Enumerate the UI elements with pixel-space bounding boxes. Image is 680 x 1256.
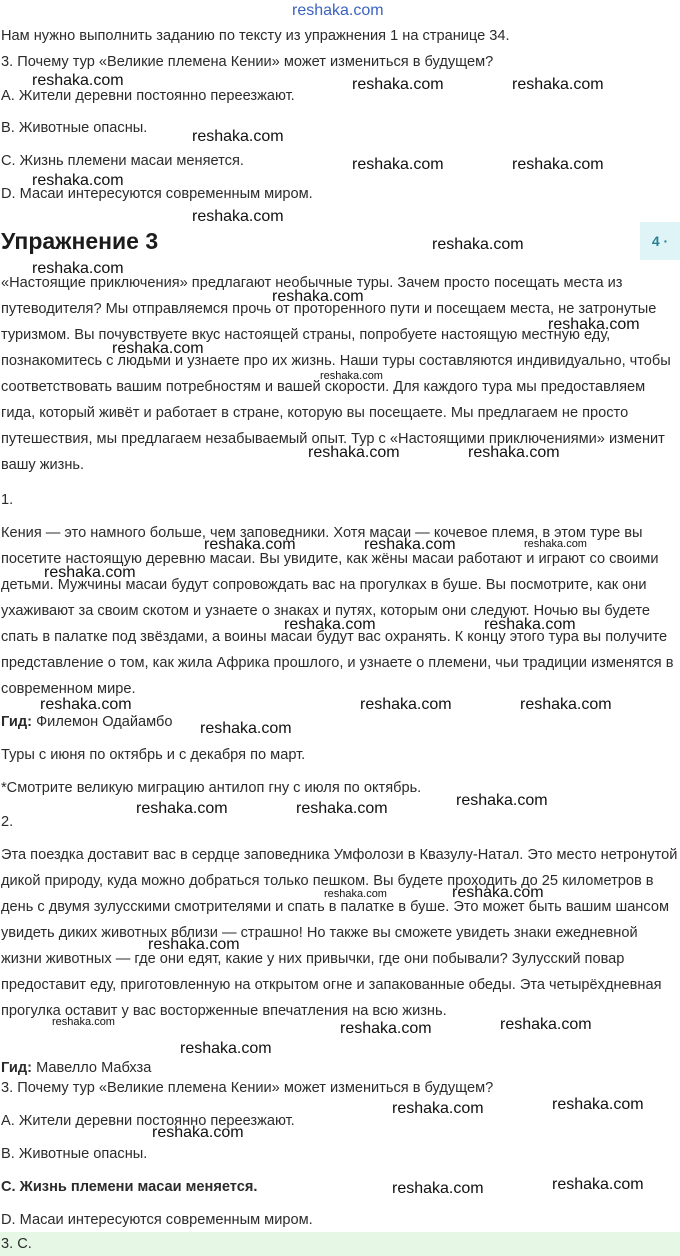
watermark: reshaka.com	[524, 538, 587, 550]
watermark: reshaka.com	[148, 936, 240, 953]
watermark: reshaka.com	[40, 696, 132, 713]
question-text: 3. Почему тур «Великие племена Кении» может измениться в будущем?	[1, 54, 494, 70]
tour-1-note: *Смотрите великую миграцию антилоп гну с июля по октябрь.	[1, 780, 422, 796]
watermark: reshaka.com	[340, 1020, 432, 1037]
watermark: reshaka.com	[32, 172, 124, 189]
page-tab[interactable]: 4 ·	[640, 222, 680, 260]
option-a-bottom: A. Жители деревни постоянно переезжают.	[1, 1113, 295, 1129]
guide-label: Гид:	[1, 714, 33, 730]
watermark: reshaka.com	[32, 260, 124, 277]
watermark: reshaka.com	[512, 156, 604, 173]
watermark: reshaka.com	[52, 1016, 115, 1028]
tour-2-guide	[1, 1058, 151, 1078]
option-a: A. Жители деревни постоянно переезжают.	[1, 88, 295, 104]
watermark: reshaka.com	[552, 1096, 644, 1113]
option-b-bottom: B. Животные опасны.	[1, 1146, 148, 1162]
watermark: reshaka.com	[364, 536, 456, 553]
watermark: reshaka.com	[352, 76, 444, 93]
watermark: reshaka.com	[152, 1124, 244, 1141]
watermark: reshaka.com	[548, 316, 640, 333]
tour-1-number: 1.	[1, 492, 14, 508]
watermark: reshaka.com	[32, 72, 124, 89]
watermark: reshaka.com	[500, 1016, 592, 1033]
watermark: reshaka.com	[204, 536, 296, 553]
watermark: reshaka.com	[200, 720, 292, 737]
watermark: reshaka.com	[432, 236, 524, 253]
watermark: reshaka.com	[468, 444, 560, 461]
option-d: D. Масаи интересуются современным миром.	[1, 186, 313, 202]
watermark: reshaka.com	[520, 696, 612, 713]
watermark: reshaka.com	[360, 696, 452, 713]
tour-2-number: 2.	[1, 814, 14, 830]
guide-name: Мавелло Мабхза	[36, 1060, 152, 1076]
watermark: reshaka.com	[272, 288, 364, 305]
exercise-intro-paragraph: «Настоящие приключения» предлагают необычные туры. Зачем просто посещать места из путеводителя? Мы отправляемся прочь от проторенного пути и посещаем места, не затронутые туризмом. Вы почувствуете вкус настоящей страны, попробуете настоящую местную еду, познакомитесь с людьми и узнаете про их жизнь. Наши туры составляются индивидуально, чтобы соответствовать вашим потребностям и вашей скорости. Для каждого тура мы предоставляем гида, который живёт и работает в стране, которую вы посещаете. Мы предлагаем не просто путешествия, мы предлагаем незабываемый опыт. Тур с «Настоящими приключениями» изменит вашу жизнь.	[1, 275, 671, 473]
watermark: reshaka.com	[392, 1180, 484, 1197]
option-b: B. Животные опасны.	[1, 120, 148, 136]
guide-label: Гид:	[1, 1060, 33, 1076]
watermark: reshaka.com	[320, 370, 383, 382]
watermark: reshaka.com	[552, 1176, 644, 1193]
watermark: reshaka.com	[192, 128, 284, 145]
site-watermark: reshaka.com	[292, 2, 384, 19]
watermark: reshaka.com	[308, 444, 400, 461]
watermark: reshaka.com	[484, 616, 576, 633]
answer-bar	[0, 1232, 680, 1256]
watermark: reshaka.com	[452, 884, 544, 901]
watermark: reshaka.com	[136, 800, 228, 817]
watermark: reshaka.com	[284, 616, 376, 633]
watermark: reshaka.com	[512, 76, 604, 93]
option-c-bottom-correct: C. Жизнь племени масаи меняется.	[1, 1179, 258, 1195]
tour-2-text: Эта поездка доставит вас в сердце заповедника Умфолози в Квазулу-Натал. Это место нетронутой дикой природу, куда можно добраться только пешком. Вы будете проходить до 25 километров в день с двумя зулусскими смотрителями и спать в палатке в буше. Это может быть вашим шансом увидеть диких животных вблизи — страшно! Но также вы сможете увидеть знаки ежедневной жизни животных — где они едят, какие у них привычки, где они побывали? Зулусский повар предоставит еду, приготовленную на открытом огне и запакованные обеды. Эта четырёхдневная прогулка оставит у вас восторженные впечатления на всю жизнь.	[1, 847, 678, 1019]
tour-1-dates: Туры с июня по октябрь и с декабря по март.	[1, 747, 306, 763]
option-c: C. Жизнь племени масаи меняется.	[1, 153, 244, 169]
watermark: reshaka.com	[112, 340, 204, 357]
watermark: reshaka.com	[392, 1100, 484, 1117]
watermark: reshaka.com	[296, 800, 388, 817]
watermark: reshaka.com	[44, 564, 136, 581]
watermark: reshaka.com	[180, 1040, 272, 1057]
watermark: reshaka.com	[352, 156, 444, 173]
guide-name: Филемон Одайамбо	[36, 714, 173, 730]
exercise-title: Упражнение 3	[1, 228, 159, 254]
option-d-bottom: D. Масаи интересуются современным миром.	[1, 1212, 313, 1228]
answer-text: 3. C.	[1, 1236, 32, 1252]
watermark: reshaka.com	[324, 888, 387, 900]
watermark: reshaka.com	[192, 208, 284, 225]
watermark: reshaka.com	[456, 792, 548, 809]
question-text-bottom: 3. Почему тур «Великие племена Кении» может измениться в будущем?	[1, 1080, 494, 1096]
task-intro: Нам нужно выполнить заданию по тексту из упражнения 1 на странице 34.	[1, 28, 510, 44]
tour-1-guide	[1, 712, 173, 732]
tour-1-text: Кения — это намного больше, чем заповедники. Хотя масаи — кочевое племя, в этом туре вы посетите настоящую деревню масаи. Вы увидите, как жёны масаи работают и играют со своими детьми. Мужчины масаи будут сопровождать вас на прогулках в буше. Вы посмотрите, как они ухаживают за своим скотом и узнаете о знаках и путях, которым они следуют. Ночью вы будете спать в палатке под звёздами, а воины масаи будут вас охранять. К концу этого тура вы получите представление о том, как жила Африка прошлого, и узнаете о племени, чьи традиции изменятся в современном мире.	[1, 525, 674, 697]
